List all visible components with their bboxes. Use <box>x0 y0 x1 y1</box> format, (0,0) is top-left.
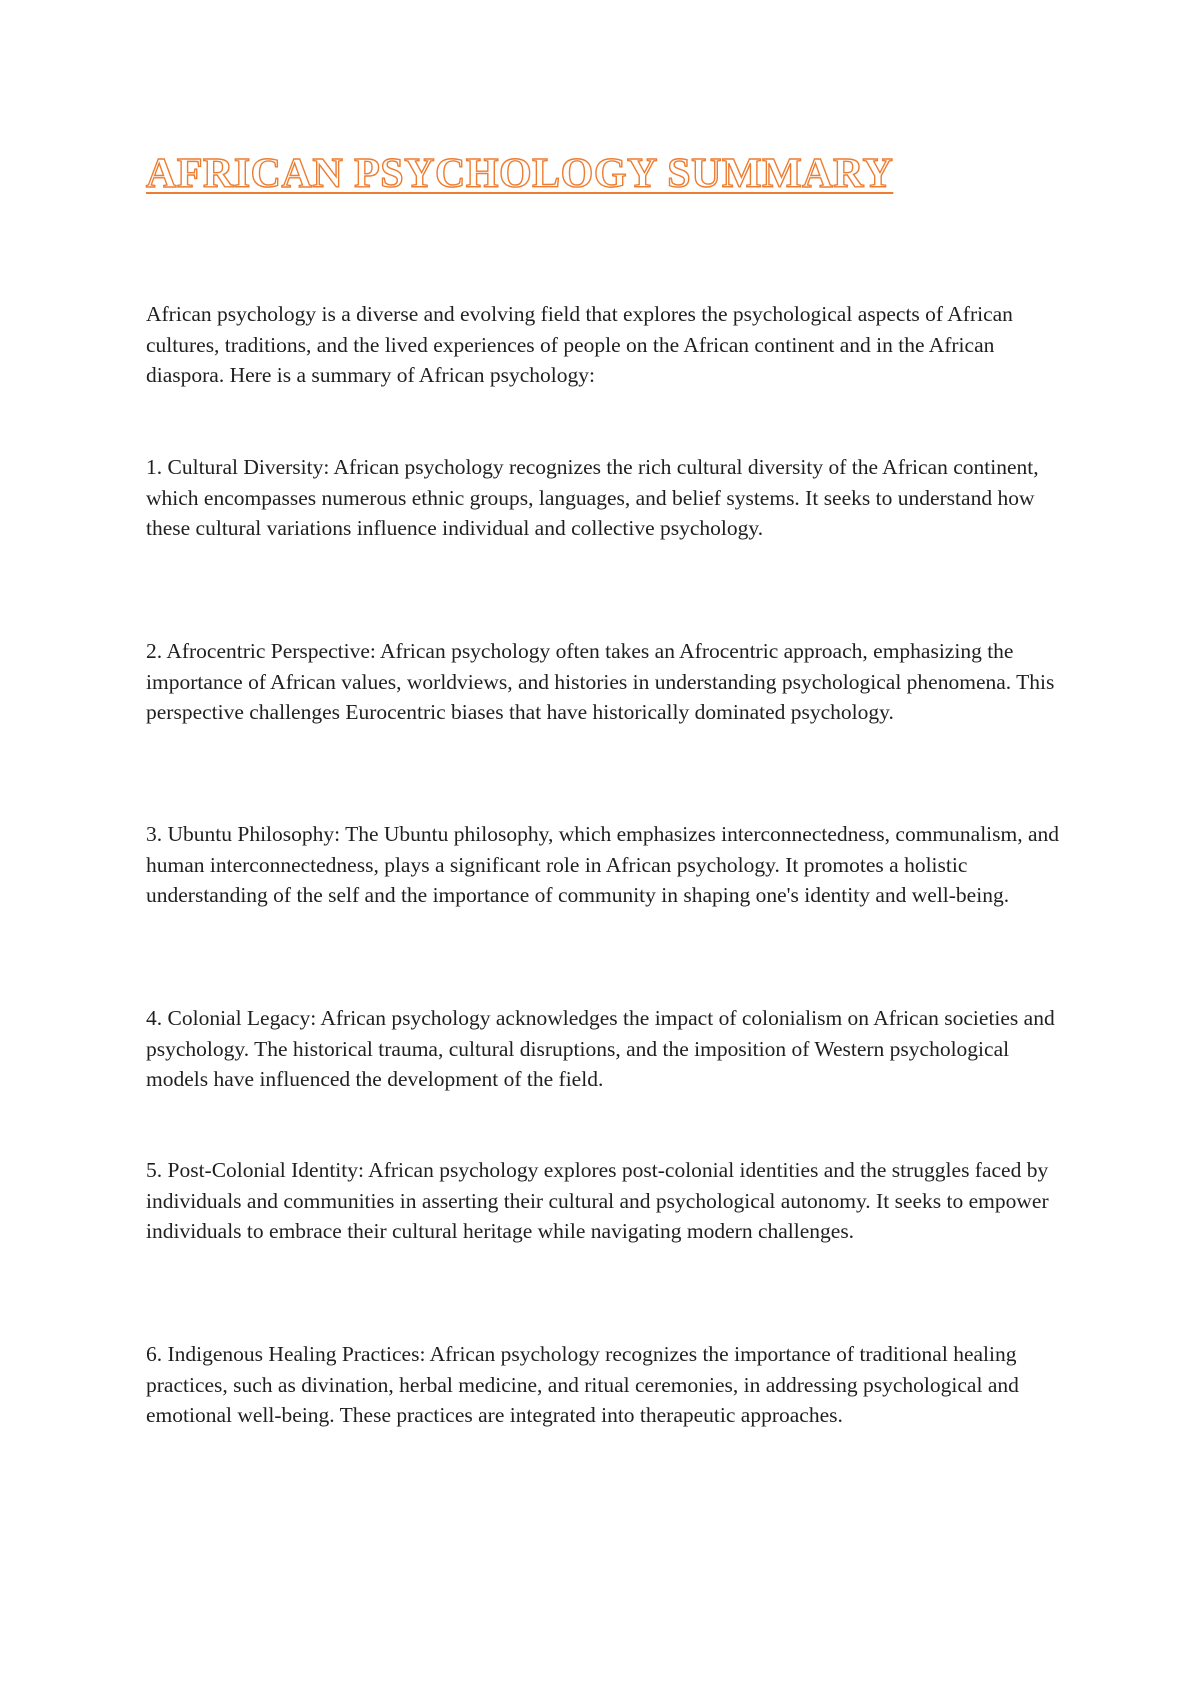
summary-item-afrocentric-perspective: 2. Afrocentric Perspective: African psychology often takes an Afrocentric approach, emphasizing the importance of African values, worldviews, and histories in understanding psychological phenomena. This perspective challenges Eurocentric biases that have historically dominated psychology. <box>146 639 1055 724</box>
summary-item-ubuntu-philosophy: 3. Ubuntu Philosophy: The Ubuntu philosophy, which emphasizes interconnectedness, communalism, and human interconnectedness, plays a significant role in African psychology. It promotes a holistic understanding of the self and the importance of community in shaping one's identity and well-being. <box>146 822 1060 907</box>
intro-paragraph: African psychology is a diverse and evolving field that explores the psychological aspects of African cultures, traditions, and the lived experiences of people on the African continent and in the African diaspora. Here is a summary of African psychology: <box>146 302 1013 387</box>
summary-item-indigenous-healing: 6. Indigenous Healing Practices: African psychology recognizes the importance of traditional healing practices, such as divination, herbal medicine, and ritual ceremonies, in addressing psychological and emotional well-being. These practices are integrated into therapeutic approaches. <box>146 1342 1019 1427</box>
summary-item-post-colonial-identity: 5. Post-Colonial Identity: African psychology explores post-colonial identities and the struggles faced by individuals and communities in asserting their cultural and psychological autonomy. It seeks to empower individuals to embrace their cultural heritage while navigating modern challenges. <box>146 1158 1049 1243</box>
document-title: AFRICAN PSYCHOLOGY SUMMARY <box>146 151 894 197</box>
summary-item-colonial-legacy: 4. Colonial Legacy: African psychology acknowledges the impact of colonialism on African societies and psychology. The historical trauma, cultural disruptions, and the imposition of Western psychological models have influenced the development of the field. <box>146 1006 1055 1091</box>
summary-item-cultural-diversity: 1. Cultural Diversity: African psychology recognizes the rich cultural diversity of the African continent, which encompasses numerous ethnic groups, languages, and belief systems. It seeks to understand how these cultural variations influence individual and collective psychology. <box>146 455 1039 540</box>
